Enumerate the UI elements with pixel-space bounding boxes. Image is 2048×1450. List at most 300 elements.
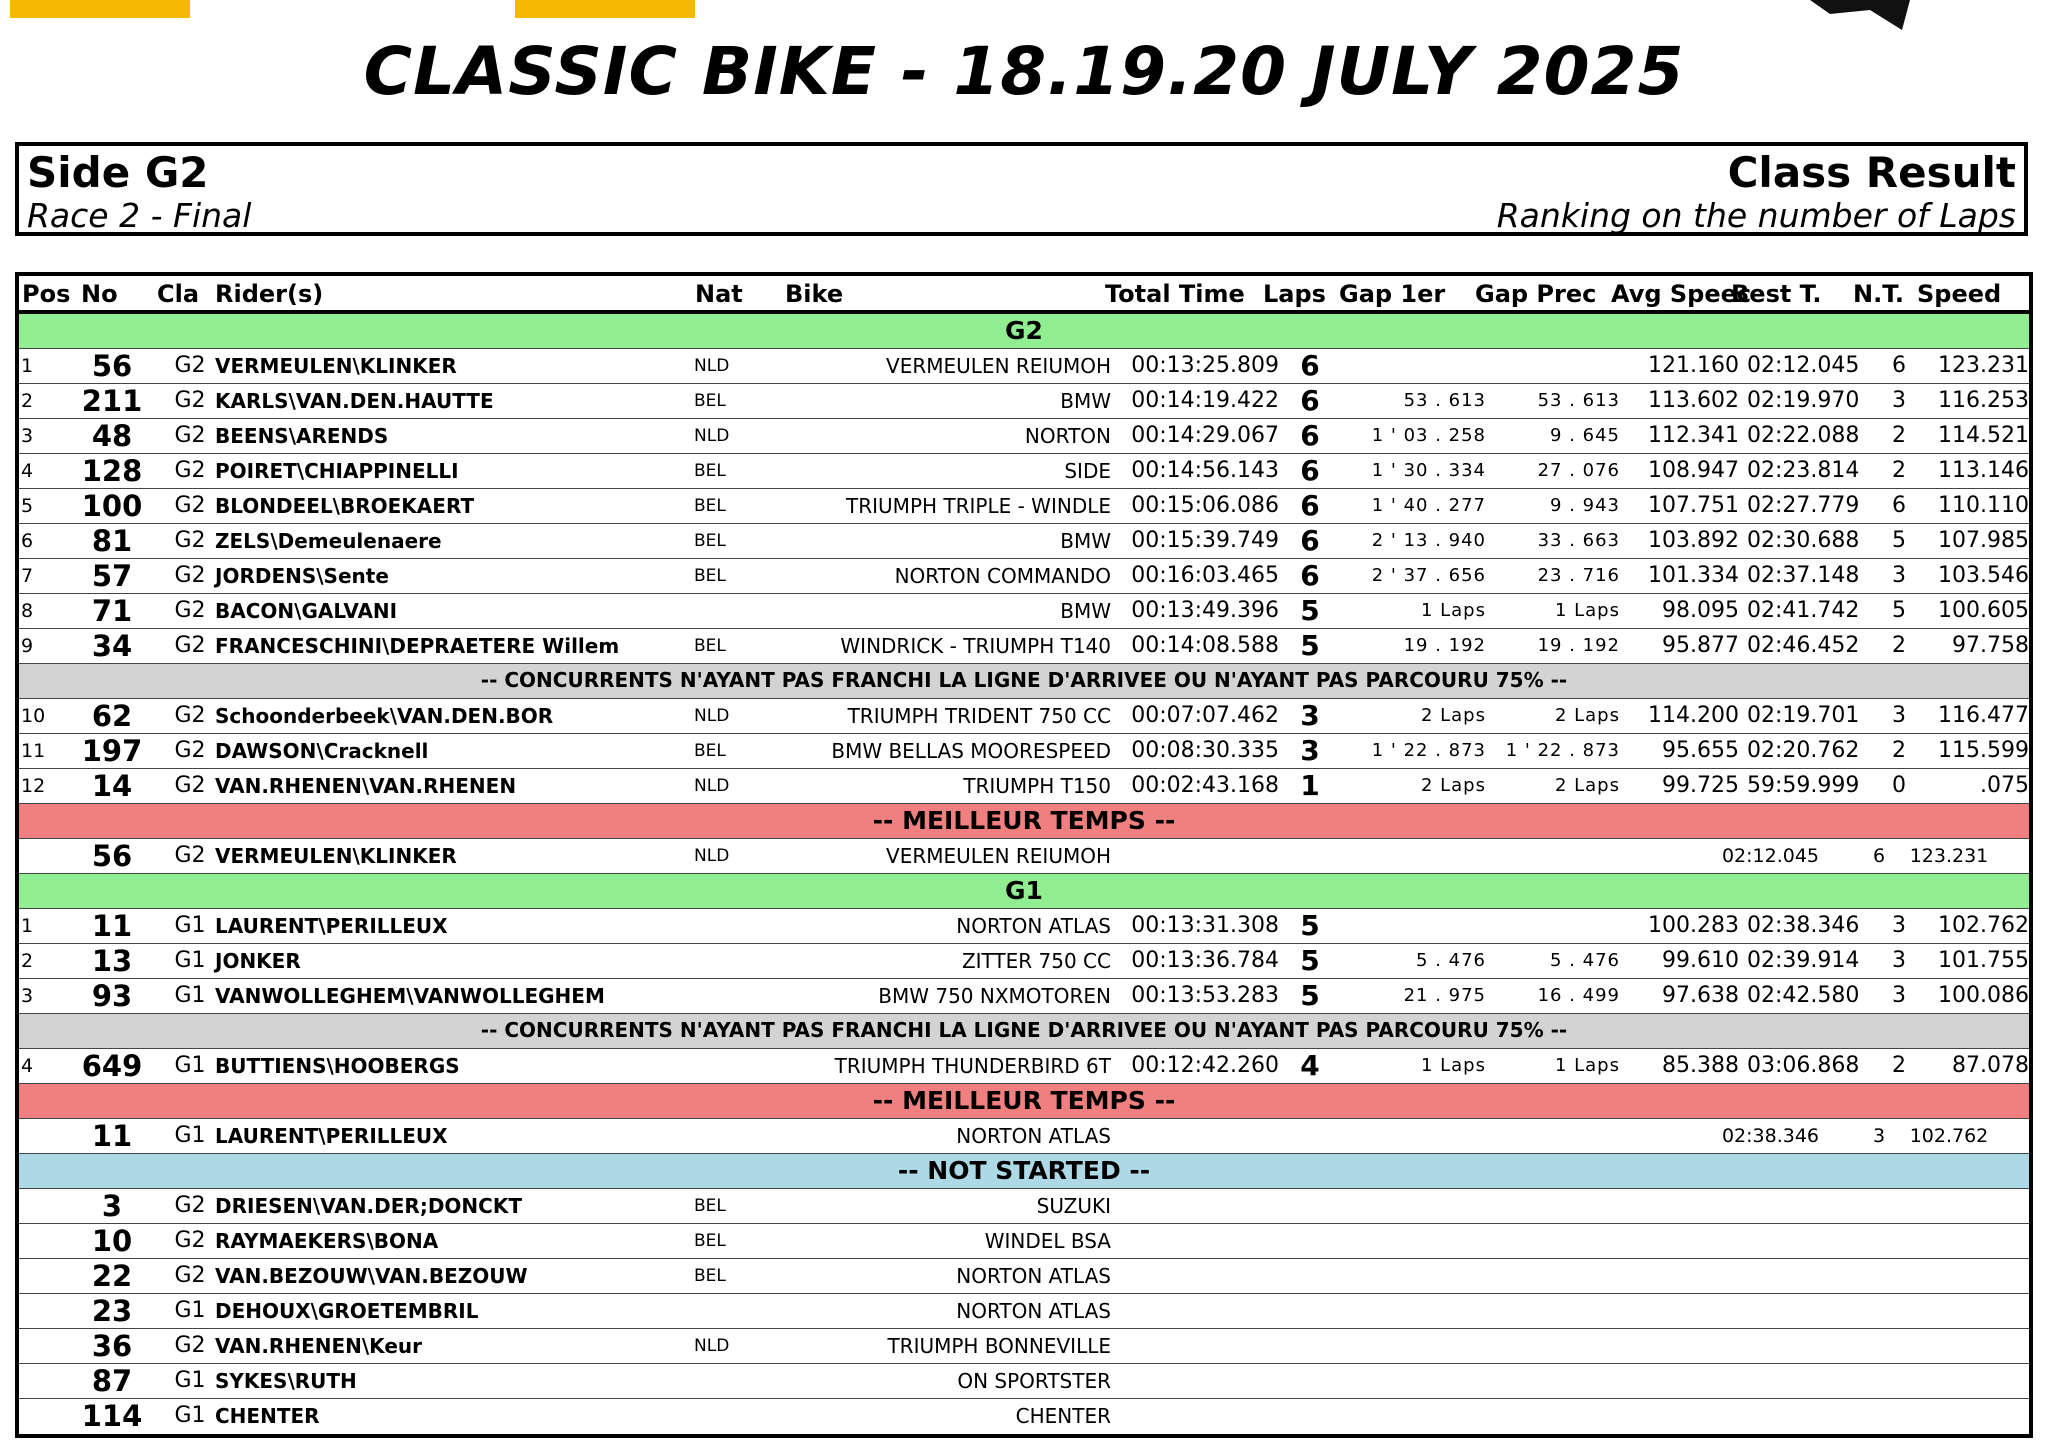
number-cell: 93 — [91, 979, 133, 1013]
avg-speed-cell: 95.655 — [1662, 738, 1739, 763]
class-banner-g1: G1 — [19, 874, 2029, 909]
number-cell: 14 — [91, 769, 133, 803]
logo-strip — [0, 0, 2048, 30]
class-cell: G2 — [174, 1263, 206, 1288]
class-cell: G2 — [174, 423, 206, 448]
speed-cell: 97.758 — [1952, 633, 2029, 658]
avg-speed-cell: 103.892 — [1648, 528, 1739, 553]
nt-cell: 3 — [1892, 983, 1906, 1008]
bike-cell: ON SPORTSTER — [957, 1369, 1111, 1393]
number-cell: 211 — [81, 384, 143, 418]
nationality-cell: BEL — [694, 461, 726, 481]
rider-cell: VANWOLLEGHEM\VANWOLLEGHEM — [215, 984, 605, 1008]
nationality-cell: BEL — [694, 1266, 726, 1286]
best-time-cell: 02:27.779 — [1747, 493, 1860, 518]
col-best-t: Best T. — [1731, 280, 1822, 308]
speed-cell: 123.231 — [1909, 845, 1989, 867]
gap-prec-cell: 2 Laps — [1554, 705, 1620, 726]
gap-prec-cell: 19 . 192 — [1537, 635, 1620, 656]
col-avg-speed: Avg Speec — [1611, 280, 1752, 308]
best-time-cell: 02:20.762 — [1747, 738, 1860, 763]
number-cell: 22 — [91, 1259, 133, 1293]
laps-cell: 6 — [1300, 384, 1320, 417]
bike-cell: SIDE — [1064, 459, 1111, 483]
gap-prec-cell: 16 . 499 — [1537, 985, 1620, 1006]
result-row — [19, 1049, 2029, 1084]
laps-cell: 6 — [1300, 524, 1320, 557]
gap-1er-cell: 19 . 192 — [1403, 635, 1486, 656]
nt-cell: 6 — [1872, 845, 1886, 867]
avg-speed-cell: 100.283 — [1648, 913, 1739, 938]
nt-cell: 5 — [1892, 598, 1906, 623]
best-time-cell: 02:38.346 — [1721, 1125, 1819, 1147]
result-row — [19, 734, 2029, 769]
logo-center-shape — [515, 0, 695, 18]
class-cell: G2 — [174, 458, 206, 483]
gap-prec-cell: 1 Laps — [1554, 1055, 1620, 1076]
pos-cell: 12 — [21, 775, 46, 797]
results-table — [15, 272, 2033, 1438]
bike-cell: TRIUMPH T150 — [963, 774, 1111, 798]
gap-1er-cell: 1 Laps — [1420, 600, 1486, 621]
pos-cell: 1 — [21, 355, 34, 377]
best-time-cell: 02:39.914 — [1747, 948, 1860, 973]
speed-cell: 102.762 — [1938, 913, 2029, 938]
pos-cell: 9 — [21, 635, 34, 657]
nationality-cell: BEL — [694, 741, 726, 761]
bike-cell: NORTON ATLAS — [956, 1299, 1111, 1323]
col-gap-prec: Gap Prec — [1475, 280, 1597, 308]
laps-cell: 1 — [1300, 769, 1320, 802]
result-row — [19, 559, 2029, 594]
gap-1er-cell: 1 ' 03 . 258 — [1371, 425, 1486, 446]
class-cell: G2 — [174, 353, 206, 378]
total-time-cell: 00:14:56.143 — [1131, 458, 1279, 483]
result-row — [19, 979, 2029, 1014]
class-cell: G1 — [174, 1053, 206, 1078]
bike-cell: ZITTER 750 CC — [961, 949, 1111, 973]
col-gap-1er: Gap 1er — [1339, 280, 1446, 308]
not-finished-banner: -- CONCURRENTS N'AYANT PAS FRANCHI LA LIGNE D'ARRIVEE OU N'AYANT PAS PARCOURU 75% -- — [19, 664, 2029, 699]
col-nat: Nat — [695, 280, 743, 308]
nt-cell: 2 — [1892, 738, 1906, 763]
rider-cell: VAN.RHENEN\VAN.RHENEN — [215, 774, 517, 798]
laps-cell: 6 — [1300, 559, 1320, 592]
gap-prec-cell: 23 . 716 — [1537, 565, 1620, 586]
laps-cell: 3 — [1300, 734, 1320, 767]
bike-cell: SUZUKI — [1036, 1194, 1111, 1218]
rider-cell: DRIESEN\VAN.DER;DONCKT — [215, 1194, 522, 1218]
result-row — [19, 1119, 2029, 1154]
number-cell: 197 — [81, 734, 143, 768]
not-started-banner: -- NOT STARTED -- — [19, 1154, 2029, 1189]
rider-cell: VAN.BEZOUW\VAN.BEZOUW — [215, 1264, 528, 1288]
rider-cell: BACON\GALVANI — [215, 599, 398, 623]
number-cell: 34 — [91, 629, 133, 663]
pos-cell: 7 — [21, 565, 34, 587]
col-pos: Pos — [22, 280, 71, 308]
best-time-cell: 02:12.045 — [1747, 353, 1860, 378]
nationality-cell: BEL — [694, 566, 726, 586]
pos-cell: 4 — [21, 1055, 34, 1077]
class-cell: G2 — [174, 1193, 206, 1218]
avg-speed-cell: 108.947 — [1648, 458, 1739, 483]
bike-cell: TRIUMPH BONNEVILLE — [887, 1334, 1111, 1358]
class-cell: G1 — [174, 983, 206, 1008]
laps-cell: 5 — [1300, 944, 1320, 977]
nationality-cell: NLD — [694, 846, 730, 866]
class-cell: G2 — [174, 493, 206, 518]
number-cell: 114 — [81, 1399, 143, 1433]
number-cell: 71 — [91, 594, 133, 628]
result-row — [19, 909, 2029, 944]
rider-cell: RAYMAEKERS\BONA — [215, 1229, 439, 1253]
bike-cell: NORTON ATLAS — [956, 914, 1111, 938]
rider-cell: JORDENS\Sente — [215, 564, 389, 588]
bike-cell: BMW — [1060, 599, 1111, 623]
gap-1er-cell — [1339, 909, 1486, 943]
speed-cell: 116.253 — [1938, 388, 2029, 413]
best-time-cell: 02:19.701 — [1747, 703, 1860, 728]
class-cell: G2 — [174, 738, 206, 763]
nt-cell: 3 — [1892, 703, 1906, 728]
bike-cell: TRIUMPH TRIDENT 750 CC — [847, 704, 1111, 728]
bike-cell: TRIUMPH THUNDERBIRD 6T — [834, 1054, 1111, 1078]
gap-1er-cell: 1 Laps — [1420, 1055, 1486, 1076]
nationality-cell: BEL — [694, 531, 726, 551]
nationality-cell: NLD — [694, 356, 730, 376]
pos-cell: 11 — [21, 740, 46, 762]
best-time-cell: 59:59.999 — [1747, 773, 1860, 798]
gap-prec-cell: 1 ' 22 . 873 — [1505, 740, 1620, 761]
total-time-cell: 00:14:08.588 — [1131, 633, 1279, 658]
nationality-cell: BEL — [694, 391, 726, 411]
avg-speed-cell: 85.388 — [1662, 1053, 1739, 1078]
nt-cell: 0 — [1892, 773, 1906, 798]
rider-cell: BLONDEEL\BROEKAERT — [215, 494, 475, 518]
gap-1er-cell: 1 ' 40 . 277 — [1371, 495, 1486, 516]
result-row — [19, 839, 2029, 874]
laps-cell: 3 — [1300, 699, 1320, 732]
nt-cell: 5 — [1892, 528, 1906, 553]
nationality-cell: NLD — [694, 1336, 730, 1356]
pos-cell: 3 — [21, 425, 34, 447]
number-cell: 3 — [101, 1189, 123, 1223]
best-time-cell: 02:41.742 — [1747, 598, 1860, 623]
logo-left-shape — [10, 0, 190, 18]
class-cell: G1 — [174, 913, 206, 938]
class-cell: G2 — [174, 528, 206, 553]
gap-1er-cell: 2 ' 13 . 940 — [1371, 530, 1486, 551]
gap-1er-cell: 2 ' 37 . 656 — [1371, 565, 1486, 586]
rider-cell: BEENS\ARENDS — [215, 424, 389, 448]
gap-1er-cell — [1339, 349, 1486, 383]
speed-cell: 103.546 — [1938, 563, 2029, 588]
nt-cell: 3 — [1892, 388, 1906, 413]
col-speed: Speed — [1917, 280, 2002, 308]
class-cell: G1 — [174, 1298, 206, 1323]
result-title: Class Result — [1727, 148, 2016, 197]
number-cell: 100 — [81, 489, 143, 523]
result-row — [19, 769, 2029, 804]
laps-cell: 4 — [1300, 1049, 1320, 1082]
nt-cell: 3 — [1872, 1125, 1886, 1147]
nationality-cell: NLD — [694, 706, 730, 726]
bike-cell: WINDRICK - TRIUMPH T140 — [840, 634, 1111, 658]
number-cell: 10 — [91, 1224, 133, 1258]
result-row — [19, 524, 2029, 559]
class-cell: G2 — [174, 563, 206, 588]
best-time-cell: 02:38.346 — [1747, 913, 1860, 938]
race-header — [15, 142, 2028, 236]
result-row — [19, 1189, 2029, 1224]
best-time-cell: 02:22.088 — [1747, 423, 1860, 448]
nt-cell: 2 — [1892, 423, 1906, 448]
bike-cell: BMW — [1060, 389, 1111, 413]
rider-cell: ZELS\Demeulenaere — [215, 529, 442, 553]
laps-cell: 5 — [1300, 629, 1320, 662]
speed-cell: 116.477 — [1938, 703, 2029, 728]
rider-cell: VERMEULEN\KLINKER — [215, 354, 457, 378]
bike-cell: CHENTER — [1015, 1404, 1111, 1428]
best-time-cell: 02:30.688 — [1747, 528, 1860, 553]
nationality-cell: BEL — [694, 1196, 726, 1216]
best-time-cell: 03:06.868 — [1747, 1053, 1860, 1078]
pos-cell: 8 — [21, 600, 34, 622]
class-cell: G2 — [174, 843, 206, 868]
speed-cell: 101.755 — [1938, 948, 2029, 973]
result-row — [19, 1364, 2029, 1399]
number-cell: 62 — [91, 699, 133, 733]
total-time-cell: 00:13:31.308 — [1131, 913, 1279, 938]
number-cell: 649 — [81, 1049, 143, 1083]
bike-cell: NORTON — [1024, 424, 1111, 448]
nationality-cell: BEL — [694, 496, 726, 516]
bike-cell: NORTON ATLAS — [956, 1124, 1111, 1148]
speed-cell: 115.599 — [1938, 738, 2029, 763]
class-cell: G2 — [174, 773, 206, 798]
total-time-cell: 00:14:19.422 — [1131, 388, 1279, 413]
result-row — [19, 1259, 2029, 1294]
rider-cell: VERMEULEN\KLINKER — [215, 844, 457, 868]
rider-cell: Schoonderbeek\VAN.DEN.BOR — [215, 704, 554, 728]
number-cell: 57 — [91, 559, 133, 593]
rider-cell: CHENTER — [215, 1404, 320, 1428]
pos-cell: 4 — [21, 460, 34, 482]
speed-cell: 100.605 — [1938, 598, 2029, 623]
bike-cell: VERMEULEN REIUMOH — [886, 844, 1111, 868]
table-body — [19, 314, 2029, 1434]
gap-prec-cell: 33 . 663 — [1537, 530, 1620, 551]
class-cell: G2 — [174, 598, 206, 623]
total-time-cell: 00:14:29.067 — [1131, 423, 1279, 448]
result-row — [19, 1224, 2029, 1259]
total-time-cell: 00:16:03.465 — [1131, 563, 1279, 588]
nt-cell: 6 — [1892, 353, 1906, 378]
avg-speed-cell: 121.160 — [1648, 353, 1739, 378]
best-time-cell: 02:23.814 — [1747, 458, 1860, 483]
rider-cell: DAWSON\Cracknell — [215, 739, 429, 763]
total-time-cell: 00:15:06.086 — [1131, 493, 1279, 518]
nt-cell: 3 — [1892, 913, 1906, 938]
best-time-banner: -- MEILLEUR TEMPS -- — [19, 804, 2029, 839]
avg-speed-cell: 113.602 — [1648, 388, 1739, 413]
speed-cell: 87.078 — [1952, 1053, 2029, 1078]
pos-cell: 2 — [21, 390, 34, 412]
class-cell: G1 — [174, 1123, 206, 1148]
rider-cell: LAURENT\PERILLEUX — [215, 914, 448, 938]
gap-1er-cell: 1 ' 30 . 334 — [1371, 460, 1486, 481]
avg-speed-cell: 99.725 — [1662, 773, 1739, 798]
number-cell: 128 — [81, 454, 143, 488]
bike-cell: BMW 750 NXMOTOREN — [878, 984, 1111, 1008]
nt-cell: 2 — [1892, 633, 1906, 658]
result-row — [19, 1294, 2029, 1329]
gap-prec-cell: 5 . 476 — [1550, 950, 1620, 971]
speed-cell: .075 — [1980, 773, 2029, 798]
number-cell: 11 — [91, 909, 133, 943]
avg-speed-cell: 99.610 — [1662, 948, 1739, 973]
class-name: Side G2 — [27, 148, 209, 197]
gap-1er-cell: 2 Laps — [1420, 705, 1486, 726]
total-time-cell: 00:02:43.168 — [1131, 773, 1279, 798]
avg-speed-cell: 95.877 — [1662, 633, 1739, 658]
gap-prec-cell — [1489, 349, 1620, 383]
nt-cell: 3 — [1892, 948, 1906, 973]
class-banner-g2: G2 — [19, 314, 2029, 349]
pos-cell: 5 — [21, 495, 34, 517]
bike-cell: BMW BELLAS MOORESPEED — [831, 739, 1111, 763]
result-row — [19, 349, 2029, 384]
rider-cell: DEHOUX\GROETEMBRIL — [215, 1299, 479, 1323]
total-time-cell: 00:13:36.784 — [1131, 948, 1279, 973]
total-time-cell: 00:08:30.335 — [1131, 738, 1279, 763]
nationality-cell: NLD — [694, 776, 730, 796]
bike-cell: TRIUMPH TRIPLE - WINDLE — [846, 494, 1111, 518]
speed-cell: 110.110 — [1938, 493, 2029, 518]
number-cell: 81 — [91, 524, 133, 558]
laps-cell: 5 — [1300, 909, 1320, 942]
rider-cell: BUTTIENS\HOOBERGS — [215, 1054, 460, 1078]
nt-cell: 2 — [1892, 1053, 1906, 1078]
result-row — [19, 454, 2029, 489]
rider-cell: KARLS\VAN.DEN.HAUTTE — [215, 389, 494, 413]
laps-cell: 6 — [1300, 489, 1320, 522]
result-row — [19, 384, 2029, 419]
class-cell: G2 — [174, 633, 206, 658]
race-name: Race 2 - Final — [27, 196, 252, 235]
best-time-cell: 02:37.148 — [1747, 563, 1860, 588]
bike-cell: BMW — [1060, 529, 1111, 553]
laps-cell: 6 — [1300, 349, 1320, 382]
nationality-cell: NLD — [694, 426, 730, 446]
nt-cell: 2 — [1892, 458, 1906, 483]
best-time-cell: 02:12.045 — [1721, 845, 1819, 867]
rider-cell: JONKER — [215, 949, 301, 973]
class-cell: G2 — [174, 1228, 206, 1253]
bike-cell: NORTON ATLAS — [956, 1264, 1111, 1288]
speed-cell: 102.762 — [1909, 1125, 1989, 1147]
class-cell: G1 — [174, 1368, 206, 1393]
rider-cell: VAN.RHENEN\Keur — [215, 1334, 422, 1358]
nt-cell: 6 — [1892, 493, 1906, 518]
number-cell: 11 — [91, 1119, 133, 1153]
total-time-cell: 00:12:42.260 — [1131, 1053, 1279, 1078]
bike-cell: WINDEL BSA — [984, 1229, 1111, 1253]
rider-cell: SYKES\RUTH — [215, 1369, 357, 1393]
gap-prec-cell: 9 . 645 — [1550, 425, 1620, 446]
laps-cell: 6 — [1300, 419, 1320, 452]
pos-cell: 3 — [21, 985, 34, 1007]
ranking-subtitle: Ranking on the number of Laps — [1496, 196, 2016, 235]
number-cell: 36 — [91, 1329, 133, 1363]
laps-cell: 5 — [1300, 979, 1320, 1012]
class-cell: G2 — [174, 703, 206, 728]
speed-cell: 100.086 — [1938, 983, 2029, 1008]
number-cell: 56 — [91, 839, 133, 873]
result-row — [19, 419, 2029, 454]
class-cell: G2 — [174, 1333, 206, 1358]
result-row — [19, 594, 2029, 629]
rider-cell: POIRET\CHIAPPINELLI — [215, 459, 459, 483]
best-time-cell: 02:19.970 — [1747, 388, 1860, 413]
best-time-cell: 02:42.580 — [1747, 983, 1860, 1008]
avg-speed-cell: 97.638 — [1662, 983, 1739, 1008]
total-time-cell: 00:13:53.283 — [1131, 983, 1279, 1008]
col-cla: Cla — [157, 280, 200, 308]
gap-prec-cell: 9 . 943 — [1550, 495, 1620, 516]
rider-cell: LAURENT\PERILLEUX — [215, 1124, 448, 1148]
col-laps: Laps — [1263, 280, 1326, 308]
gap-1er-cell: 5 . 476 — [1416, 950, 1486, 971]
nationality-cell: BEL — [694, 636, 726, 656]
speed-cell: 123.231 — [1938, 353, 2029, 378]
rider-cell: FRANCESCHINI\DEPRAETERE Willem — [215, 634, 620, 658]
laps-cell: 6 — [1300, 454, 1320, 487]
result-row — [19, 699, 2029, 734]
gap-1er-cell: 1 ' 22 . 873 — [1371, 740, 1486, 761]
gap-1er-cell: 53 . 613 — [1403, 390, 1486, 411]
gap-1er-cell: 21 . 975 — [1403, 985, 1486, 1006]
speed-cell: 114.521 — [1938, 423, 2029, 448]
class-cell: G1 — [174, 1403, 206, 1428]
pos-cell: 10 — [21, 705, 46, 727]
number-cell: 87 — [91, 1364, 133, 1398]
result-row — [19, 944, 2029, 979]
laps-cell: 5 — [1300, 594, 1320, 627]
total-time-cell: 00:13:49.396 — [1131, 598, 1279, 623]
gap-prec-cell — [1489, 909, 1620, 943]
number-cell: 23 — [91, 1294, 133, 1328]
class-cell: G2 — [174, 388, 206, 413]
col-total-time: Total Time — [1105, 280, 1245, 308]
best-time-banner: -- MEILLEUR TEMPS -- — [19, 1084, 2029, 1119]
gap-prec-cell: 2 Laps — [1554, 775, 1620, 796]
flag-icon — [1810, 0, 1920, 34]
number-cell: 56 — [91, 349, 133, 383]
avg-speed-cell: 114.200 — [1648, 703, 1739, 728]
nt-cell: 3 — [1892, 563, 1906, 588]
bike-cell: VERMEULEN REIUMOH — [886, 354, 1111, 378]
gap-1er-cell: 2 Laps — [1420, 775, 1486, 796]
avg-speed-cell: 98.095 — [1662, 598, 1739, 623]
not-finished-banner: -- CONCURRENTS N'AYANT PAS FRANCHI LA LIGNE D'ARRIVEE OU N'AYANT PAS PARCOURU 75% -- — [19, 1014, 2029, 1049]
col-nt: N.T. — [1853, 280, 1905, 308]
speed-cell: 107.985 — [1938, 528, 2029, 553]
col-rider: Rider(s) — [215, 280, 324, 308]
gap-prec-cell: 53 . 613 — [1537, 390, 1620, 411]
total-time-cell: 00:15:39.749 — [1131, 528, 1279, 553]
